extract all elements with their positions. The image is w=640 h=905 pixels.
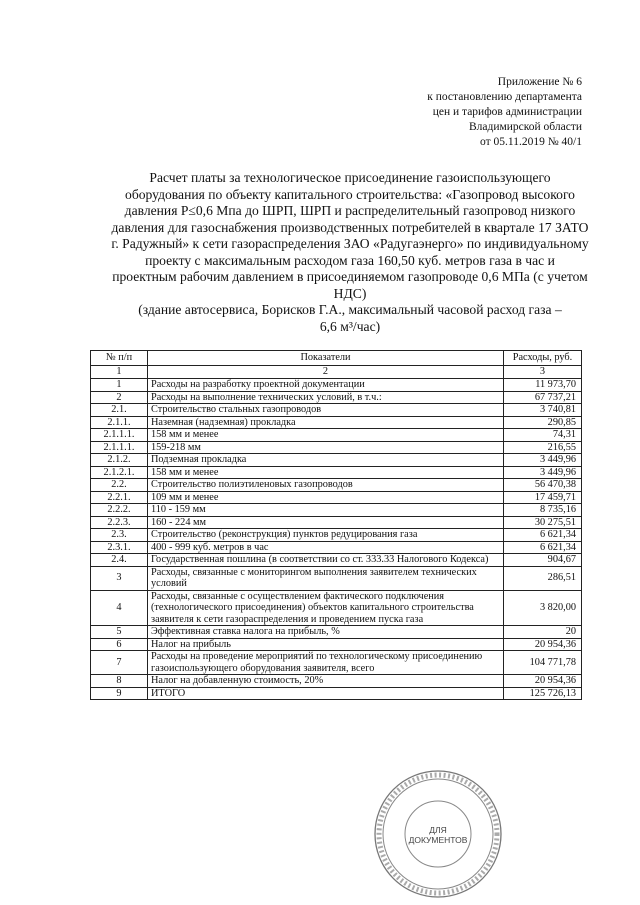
table-row — [91, 541, 582, 554]
row-indicator: 109 мм и менее — [148, 491, 504, 504]
title-line: проекту с максимальным расходом газа 160,50 куб. метров газа в час и — [145, 252, 555, 268]
row-indicator: Расходы, связанные с мониторингом выполнения заявителем технических условий — [148, 566, 504, 590]
row-number: 2.3.1. — [91, 541, 148, 554]
table-row — [91, 590, 582, 626]
document-title — [100, 170, 600, 335]
column-number: 1 — [91, 366, 148, 379]
row-number: 2.1.2. — [91, 454, 148, 467]
row-cost: 3 820,00 — [504, 590, 582, 626]
appendix-line: от 05.11.2019 № 40/1 — [480, 136, 582, 148]
table-row — [91, 479, 582, 492]
row-number: 4 — [91, 590, 148, 626]
row-indicator: 158 мм и менее — [148, 466, 504, 479]
title-line: НДС) — [333, 285, 367, 301]
table-row — [91, 687, 582, 700]
row-indicator: Налог на прибыль — [148, 638, 504, 651]
row-number: 2.4. — [91, 554, 148, 567]
row-cost: 20 954,36 — [504, 675, 582, 688]
row-number: 2.1.1. — [91, 416, 148, 429]
header-cost: Расходы, руб. — [504, 351, 582, 366]
title-line: проектным рабочим давлением в присоединяемом газопроводе 0,6 МПа (с учетом — [112, 269, 588, 284]
row-indicator: Строительство полиэтиленовых газопроводов — [148, 479, 504, 492]
row-cost: 20 — [504, 626, 582, 639]
row-cost: 3 449,96 — [504, 454, 582, 467]
table-row — [91, 626, 582, 639]
row-cost: 17 459,71 — [504, 491, 582, 504]
row-number: 2.1.1.1. — [91, 429, 148, 442]
table-row — [91, 516, 582, 529]
row-number: 2.2.2. — [91, 504, 148, 517]
title-line: Расчет платы за технологическое присоединение газоиспользующего — [149, 170, 551, 185]
row-cost: 3 449,96 — [504, 466, 582, 479]
row-indicator: 160 - 224 мм — [148, 516, 504, 529]
appendix-line: цен и тарифов администрации — [432, 106, 582, 118]
row-indicator: Расходы, связанные с осуществлением фактического подключения (технологического присоединения) объектов капитального строительства заявителя к сети газораспределения и проведением пуска газа — [148, 590, 504, 626]
title-line: г. Радужный» к сети газораспределения ЗАО «Радугаэнерго» по индивидуальному — [111, 236, 589, 251]
row-cost: 67 737,21 — [504, 391, 582, 404]
row-number: 3 — [91, 566, 148, 590]
table-body — [91, 379, 582, 700]
title-line: (здание автосервиса, Борисков Г.А., максимальный часовой расход газа – — [138, 302, 562, 317]
row-number: 2.3. — [91, 529, 148, 542]
table-row — [91, 466, 582, 479]
row-cost: 3 740,81 — [504, 404, 582, 417]
row-cost: 286,51 — [504, 566, 582, 590]
row-cost: 125 726,13 — [504, 687, 582, 700]
header-number: № п/п — [91, 351, 148, 366]
table-row — [91, 554, 582, 567]
appendix-line: к постановлению департамента — [427, 91, 582, 103]
table-row — [91, 638, 582, 651]
row-indicator: Расходы на разработку проектной документации — [148, 379, 504, 392]
row-cost: 6 621,34 — [504, 529, 582, 542]
appendix-line: Приложение № 6 — [497, 76, 582, 88]
row-cost: 56 470,38 — [504, 479, 582, 492]
table-row — [91, 504, 582, 517]
row-cost: 104 771,78 — [504, 651, 582, 675]
column-number: 3 — [504, 366, 582, 379]
row-cost: 20 954,36 — [504, 638, 582, 651]
cost-table — [90, 350, 582, 700]
table-row — [91, 416, 582, 429]
row-indicator: Наземная (надземная) прокладка — [148, 416, 504, 429]
office-stamp — [372, 768, 504, 900]
header-indicator: Показатели — [148, 351, 504, 366]
table-row — [91, 441, 582, 454]
row-indicator: Строительство стальных газопроводов — [148, 404, 504, 417]
appendix-header — [427, 75, 582, 150]
table-row — [91, 454, 582, 467]
row-cost: 8 735,16 — [504, 504, 582, 517]
table-row — [91, 429, 582, 442]
row-indicator: Расходы на выполнение технических условий, в т.ч.: — [148, 391, 504, 404]
row-cost: 904,67 — [504, 554, 582, 567]
table-row — [91, 379, 582, 392]
row-number: 8 — [91, 675, 148, 688]
title-line: 6,6 м³/час) — [319, 318, 381, 334]
row-number: 7 — [91, 651, 148, 675]
row-cost: 6 621,34 — [504, 541, 582, 554]
table-row — [91, 491, 582, 504]
row-number: 2.2.3. — [91, 516, 148, 529]
row-indicator: Эффективная ставка налога на прибыль, % — [148, 626, 504, 639]
row-cost: 290,85 — [504, 416, 582, 429]
table-header-row — [91, 351, 582, 366]
row-indicator: ИТОГО — [148, 687, 504, 700]
table-row — [91, 391, 582, 404]
table-row — [91, 529, 582, 542]
row-number: 2.2. — [91, 479, 148, 492]
table-row — [91, 566, 582, 590]
row-indicator: 159-218 мм — [148, 441, 504, 454]
row-number: 1 — [91, 379, 148, 392]
row-indicator: Строительство (реконструкция) пунктов редуцирования газа — [148, 529, 504, 542]
row-number: 2 — [91, 391, 148, 404]
row-number: 2.1.1.1. — [91, 441, 148, 454]
table-row — [91, 404, 582, 417]
row-indicator: Расходы на проведение мероприятий по технологическому присоединению газоиспользующего оборудования заявителя, всего — [148, 651, 504, 675]
row-cost: 74,31 — [504, 429, 582, 442]
title-line: оборудования по объекту капитального строительства: «Газопровод высокого — [125, 186, 575, 202]
appendix-line: Владимирской области — [468, 121, 582, 133]
title-line: давления для газоснабжения производственных потребителей в квартале 17 ЗАТО — [111, 219, 589, 235]
table-row — [91, 651, 582, 675]
row-number: 2.2.1. — [91, 491, 148, 504]
row-cost: 216,55 — [504, 441, 582, 454]
row-number: 2.1.2.1. — [91, 466, 148, 479]
row-indicator: 110 - 159 мм — [148, 504, 504, 517]
table-row — [91, 675, 582, 688]
row-number: 9 — [91, 687, 148, 700]
stamp-label: ДОКУМЕНТОВ — [408, 835, 468, 845]
row-number: 6 — [91, 638, 148, 651]
row-cost: 11 973,70 — [504, 379, 582, 392]
stamp-label: ДЛЯ — [429, 825, 447, 835]
column-number: 2 — [148, 366, 504, 379]
column-number-row — [91, 366, 582, 379]
title-line: давления Р≤0,6 Мпа до ШРП, ШРП и распределительный газопровод низкого — [124, 203, 576, 218]
row-indicator: Налог на добавленную стоимость, 20% — [148, 675, 504, 688]
row-number: 2.1. — [91, 404, 148, 417]
row-indicator: 158 мм и менее — [148, 429, 504, 442]
row-indicator: Государственная пошлина (в соответствии со ст. 333.33 Налогового Кодекса) — [148, 554, 504, 567]
row-indicator: Подземная прокладка — [148, 454, 504, 467]
row-indicator: 400 - 999 куб. метров в час — [148, 541, 504, 554]
row-cost: 30 275,51 — [504, 516, 582, 529]
row-number: 5 — [91, 626, 148, 639]
